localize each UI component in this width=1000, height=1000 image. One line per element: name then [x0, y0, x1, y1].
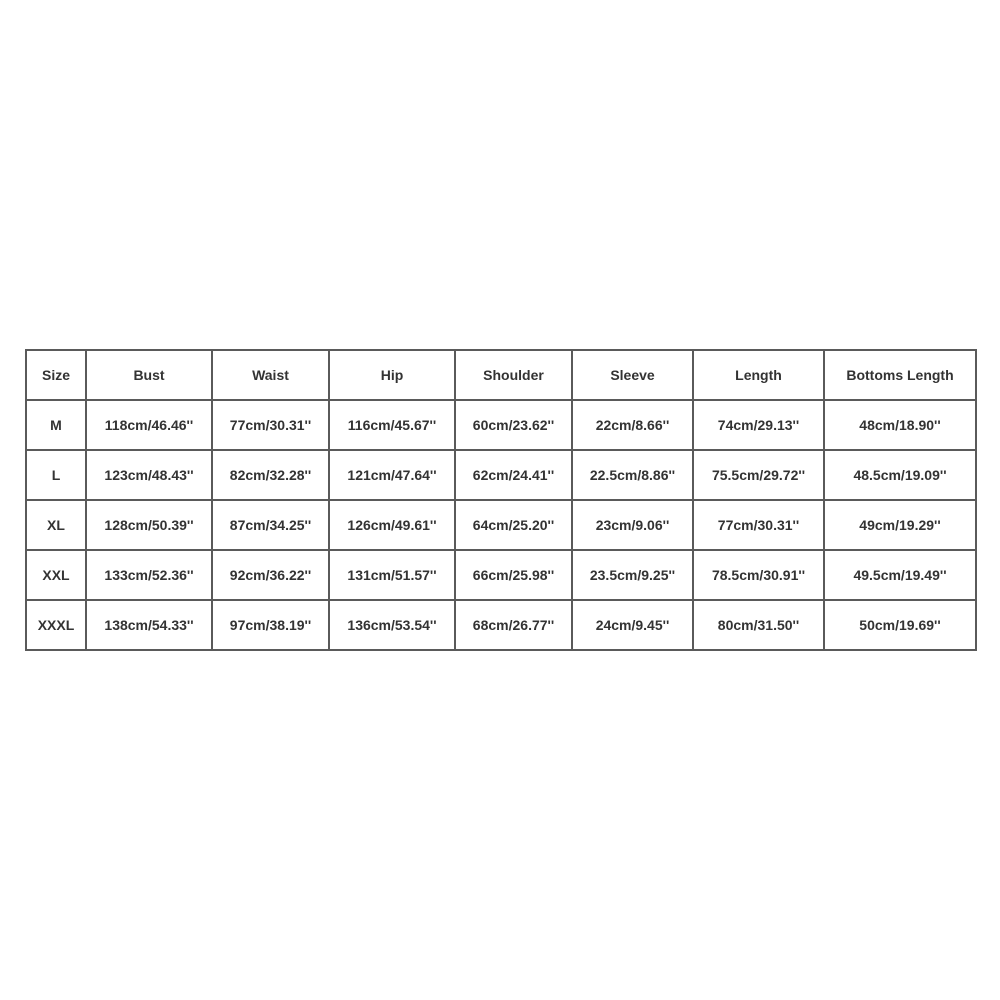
header-bust: Bust [86, 350, 212, 400]
cell-bust: 138cm/54.33'' [86, 600, 212, 650]
cell-bust: 133cm/52.36'' [86, 550, 212, 600]
cell-shoulder: 64cm/25.20'' [455, 500, 572, 550]
cell-waist: 77cm/30.31'' [212, 400, 329, 450]
cell-sleeve: 23.5cm/9.25'' [572, 550, 693, 600]
header-length: Length [693, 350, 824, 400]
size-chart-table [25, 349, 977, 651]
cell-waist: 92cm/36.22'' [212, 550, 329, 600]
header-size: Size [26, 350, 86, 400]
header-row [26, 350, 976, 400]
cell-bust: 118cm/46.46'' [86, 400, 212, 450]
cell-length: 80cm/31.50'' [693, 600, 824, 650]
cell-bust: 123cm/48.43'' [86, 450, 212, 500]
header-waist: Waist [212, 350, 329, 400]
cell-waist: 82cm/32.28'' [212, 450, 329, 500]
cell-size: XL [26, 500, 86, 550]
header-sleeve: Sleeve [572, 350, 693, 400]
header-bottoms-length: Bottoms Length [824, 350, 976, 400]
cell-waist: 87cm/34.25'' [212, 500, 329, 550]
cell-bottoms-length: 49.5cm/19.49'' [824, 550, 976, 600]
header-shoulder: Shoulder [455, 350, 572, 400]
cell-hip: 136cm/53.54'' [329, 600, 455, 650]
cell-length: 77cm/30.31'' [693, 500, 824, 550]
cell-bottoms-length: 48cm/18.90'' [824, 400, 976, 450]
cell-bottoms-length: 50cm/19.69'' [824, 600, 976, 650]
cell-size: L [26, 450, 86, 500]
cell-shoulder: 62cm/24.41'' [455, 450, 572, 500]
cell-sleeve: 24cm/9.45'' [572, 600, 693, 650]
cell-length: 75.5cm/29.72'' [693, 450, 824, 500]
cell-hip: 131cm/51.57'' [329, 550, 455, 600]
cell-size: XXL [26, 550, 86, 600]
table-row [26, 550, 976, 600]
cell-hip: 121cm/47.64'' [329, 450, 455, 500]
cell-length: 74cm/29.13'' [693, 400, 824, 450]
cell-sleeve: 23cm/9.06'' [572, 500, 693, 550]
cell-length: 78.5cm/30.91'' [693, 550, 824, 600]
cell-waist: 97cm/38.19'' [212, 600, 329, 650]
cell-hip: 116cm/45.67'' [329, 400, 455, 450]
table-row [26, 450, 976, 500]
cell-shoulder: 60cm/23.62'' [455, 400, 572, 450]
cell-sleeve: 22.5cm/8.86'' [572, 450, 693, 500]
cell-bottoms-length: 48.5cm/19.09'' [824, 450, 976, 500]
table-row [26, 600, 976, 650]
table-row [26, 500, 976, 550]
cell-sleeve: 22cm/8.66'' [572, 400, 693, 450]
cell-bust: 128cm/50.39'' [86, 500, 212, 550]
cell-size: M [26, 400, 86, 450]
cell-size: XXXL [26, 600, 86, 650]
table-row [26, 400, 976, 450]
cell-shoulder: 68cm/26.77'' [455, 600, 572, 650]
cell-hip: 126cm/49.61'' [329, 500, 455, 550]
cell-bottoms-length: 49cm/19.29'' [824, 500, 976, 550]
cell-shoulder: 66cm/25.98'' [455, 550, 572, 600]
header-hip: Hip [329, 350, 455, 400]
